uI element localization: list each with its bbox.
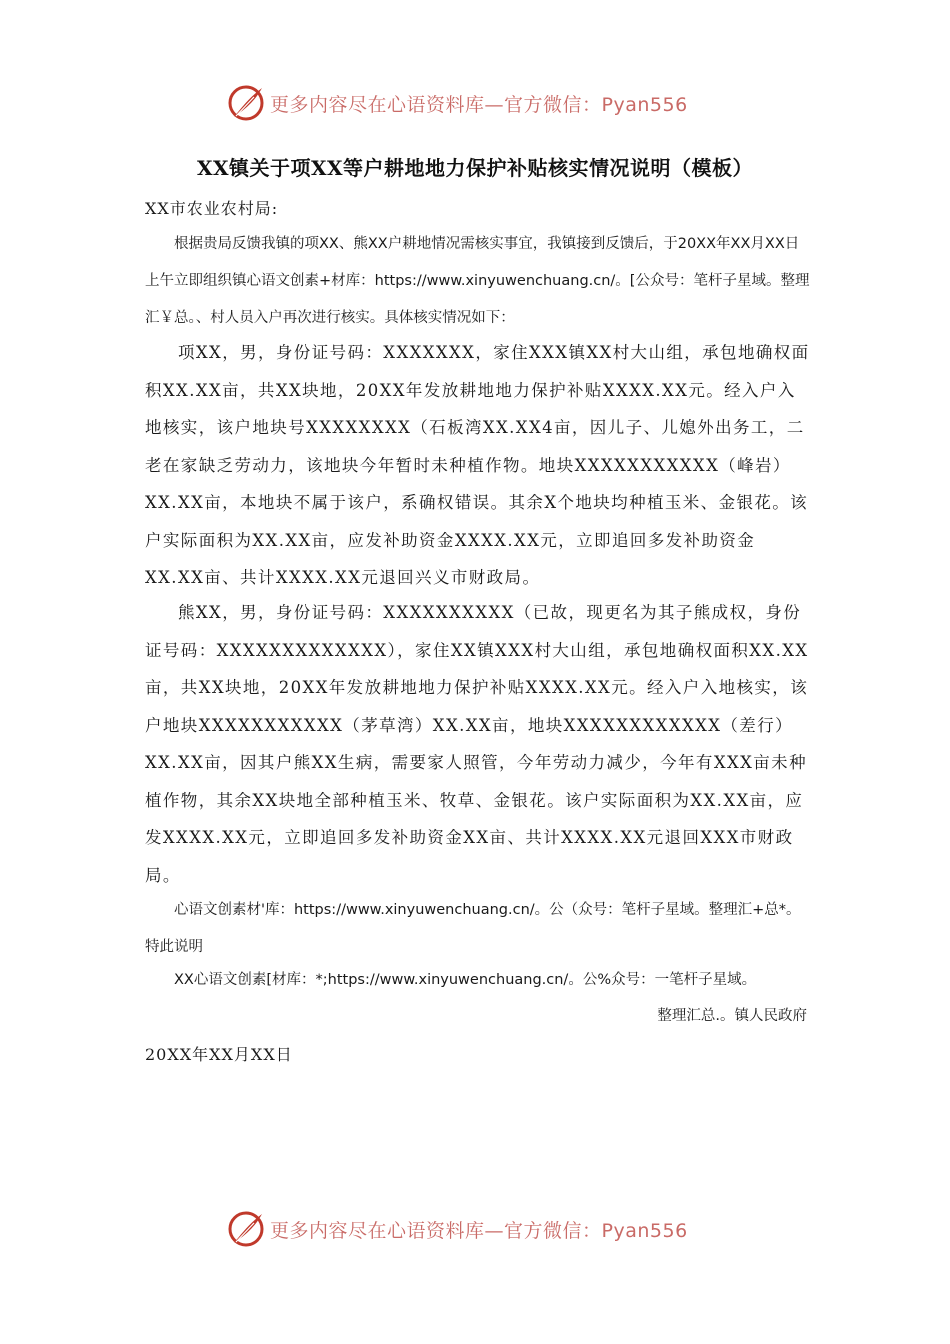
document-date: 20XX年XX月XX日 (145, 1045, 293, 1064)
banner-slogan: 更多内容尽在心语资料库—官方微信：Pyan556 (270, 1219, 688, 1242)
banner-slogan: 更多内容尽在心语资料库—官方微信：Pyan556 (270, 93, 688, 116)
household-xiong-paragraph: 熊XX，男，身份证号码：XXXXXXXXXX（已故，现更名为其子熊成权，身份证号码：XXXXXXXXXXXXX），家住XX镇XXX村大山组，承包地确权面积XX.XX亩，共XX块地，20XX年发放耕地地力保护补贴XXXX.XX元。经入户入地核实，该户地块XXXXXXXXXXX（茅草湾）XX.XX亩，地块XXXXXXXXXXXX（差行）XX.XX亩，因其户熊XX生病，需要家人照管，今年劳动力减少，今年有XXX亩未种植作物，其余XX块地全部种植玉米、牧草、金银花。该户实际面积为XX.XX亩，应发XXXX.XX元，立即追回多发补助资金XX亩、共计XXXX.XX元退回XXX市财政局。 (145, 603, 809, 885)
banner-content (226, 80, 688, 126)
footer-banner (0, 1206, 950, 1252)
quill-logo-icon (226, 83, 266, 123)
document-title: XX镇关于项XX等户耕地地力保护补贴核实情况说明（模板） (196, 156, 754, 180)
banner-wechat-id: Pyan556 (601, 1219, 688, 1242)
source-note-paragraph: XX心语文创素[材库：*;https://www.xinyuwenchuang.cn/。公%众号：一笔杆子星域。 (174, 972, 757, 988)
statement-paragraph: 心语文创素材'库：https://www.xinyuwenchuang.cn/。公（众号：笔杆子星域。整理汇+总*。特此说明 (145, 902, 801, 955)
banner-wechat-id: Pyan556 (601, 93, 688, 116)
quill-logo-icon (226, 1209, 266, 1249)
intro-paragraph: 根据贵局反馈我镇的项XX、熊XX户耕地情况需核实事宜，我镇接到反馈后，于20XX年XX月XX日上午立即组织镇心语文创素+材库：https://www.xinyuwenchuang.cn/。[公众号：笔杆子星域。整理汇￥总。、村人员入户再次进行核实。具体核实情况如下： (145, 236, 810, 326)
household-xiang-paragraph: 项XX，男，身份证号码：XXXXXXX，家住XXX镇XX村大山组，承包地确权面积XX.XX亩，共XX块地，20XX年发放耕地地力保护补贴XXXX.XX元。经入户入地核实，该户地块号XXXXXXXX（石板湾XX.XX4亩，因儿子、儿媳外出务工，二老在家缺乏劳动力，该地块今年暂时未种植作物。地块XXXXXXXXXXX（峰岩）XX.XX亩，本地块不属于该户，系确权错误。其余X个地块均种植玉米、金银花。该户实际面积为XX.XX亩，应发补助资金XXXX.XX元，立即追回多发补助资金XX.XX亩、共计XXXX.XX元退回兴义市财政局。 (145, 343, 810, 587)
banner-content (226, 1206, 688, 1252)
signature-line: 整理汇总.。镇人民政府 (657, 1008, 807, 1024)
addressee: XX市农业农村局: (145, 199, 279, 218)
header-banner (0, 80, 950, 126)
